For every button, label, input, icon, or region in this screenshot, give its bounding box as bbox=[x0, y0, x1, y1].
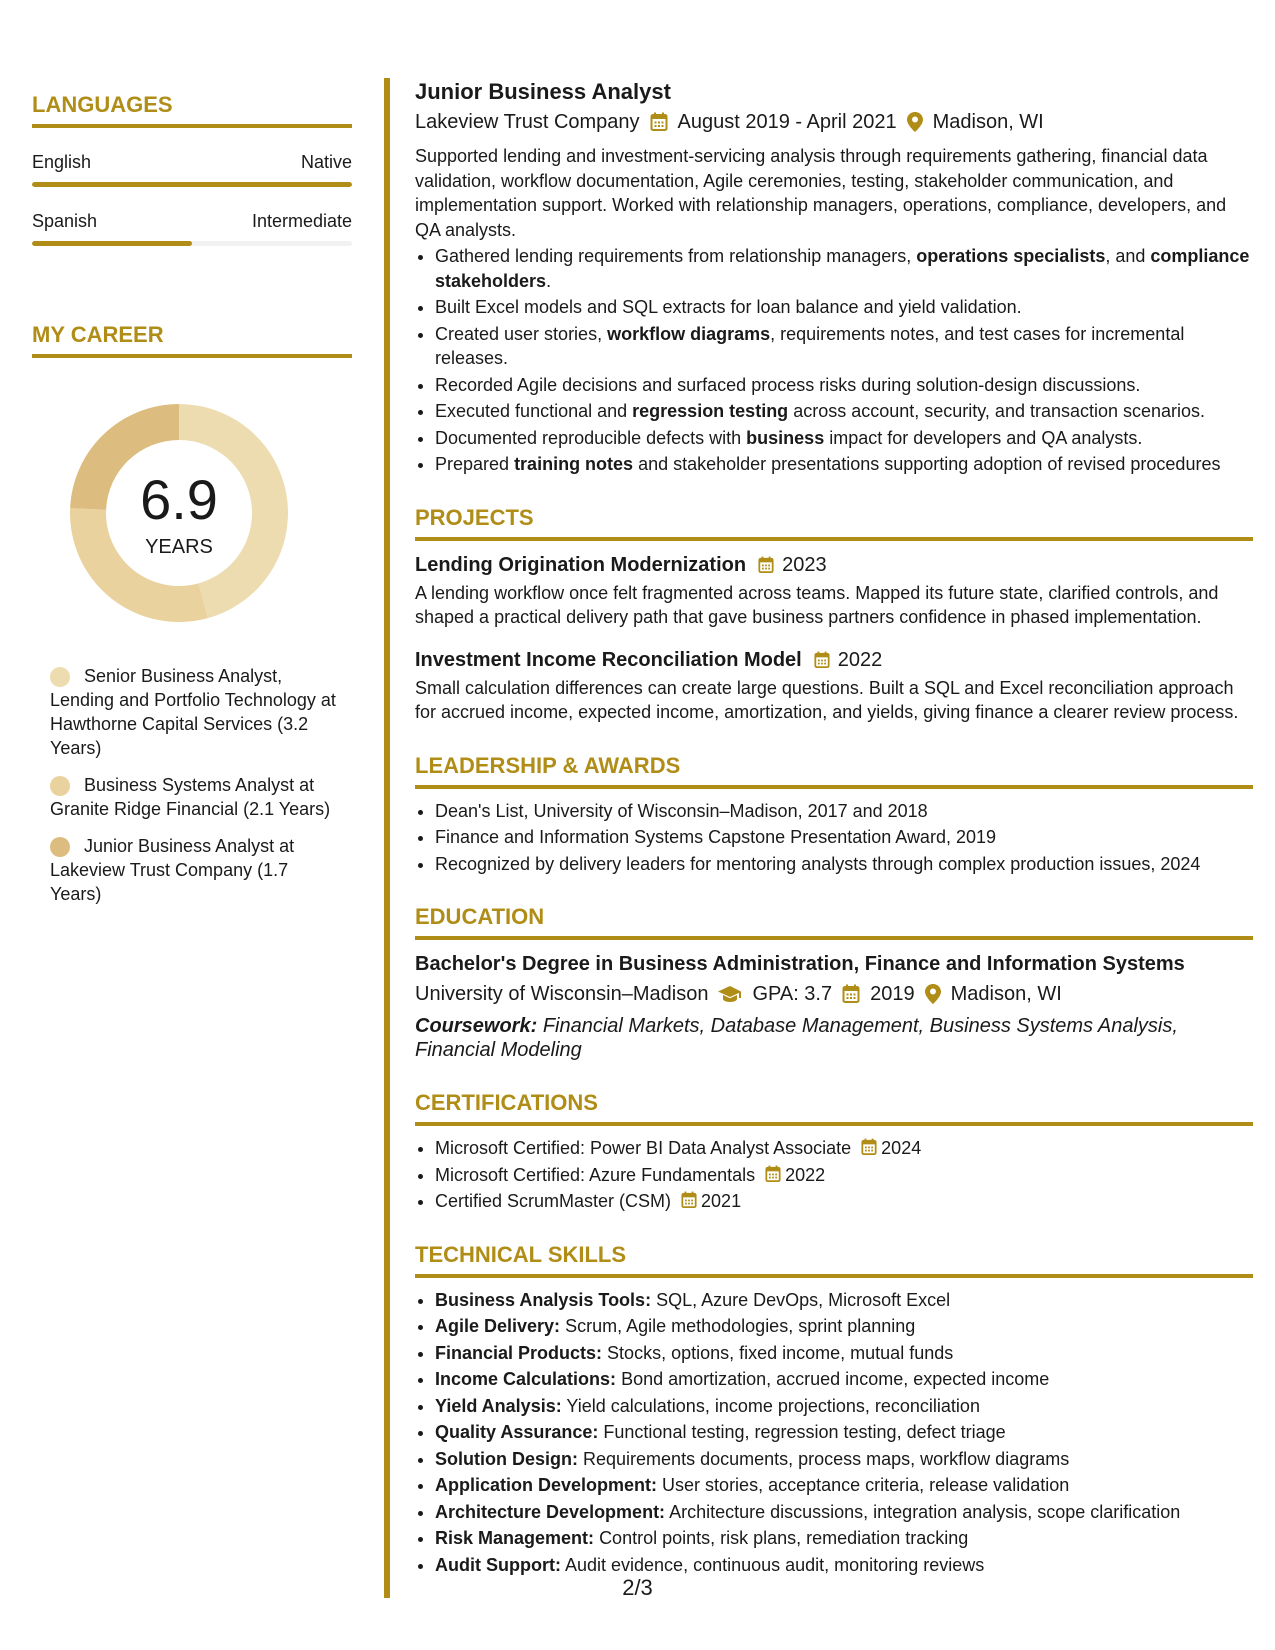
language-proficiency-fill bbox=[32, 241, 192, 246]
bullet-text: Recorded Agile decisions and surfaced process risks during solution-design discussions. bbox=[435, 374, 1141, 395]
job-bullets bbox=[415, 244, 1253, 477]
career-heading: MY CAREER bbox=[32, 322, 352, 358]
career-legend bbox=[50, 664, 340, 906]
awards-heading: LEADERSHIP & AWARDS bbox=[415, 753, 1253, 789]
languages-heading: LANGUAGES bbox=[32, 92, 352, 128]
award-item: • Finance and Information Systems Capstone Presentation Award, 2019 bbox=[435, 825, 1253, 850]
job-title: Junior Business Analyst bbox=[415, 79, 671, 104]
job-meta bbox=[415, 108, 1253, 136]
skills-heading: TECHNICAL SKILLS bbox=[415, 1242, 1253, 1278]
project-title-row bbox=[415, 646, 1253, 674]
career-total-years: 6.9 bbox=[140, 468, 218, 531]
job-bullet bbox=[435, 322, 1253, 371]
job-bullet bbox=[435, 426, 1253, 451]
project-description: Small calculation differences can create large questions. Built a SQL and Excel reconciliation approach for accrued income, expected income, amortization, and yields, giving finance a clearer review process. bbox=[415, 677, 1239, 722]
certification-item bbox=[435, 1189, 1253, 1214]
skill-item bbox=[435, 1526, 1253, 1551]
job-dates: August 2019 - April 2021 bbox=[677, 111, 897, 133]
bullet-text: Built Excel models and SQL extracts for loan balance and yield validation. bbox=[435, 297, 1022, 317]
bullet-text: , requirements notes, and test cases for incremental releases. bbox=[435, 323, 1185, 368]
skill-value: Audit evidence, continuous audit, monitoring reviews bbox=[564, 1554, 985, 1575]
education-year: 2019 bbox=[870, 983, 915, 1005]
language-list bbox=[32, 152, 352, 246]
bullet-text: Prepared bbox=[435, 454, 515, 474]
skill-item bbox=[435, 1314, 1253, 1339]
certifications-list bbox=[415, 1136, 1253, 1214]
job-bullet bbox=[435, 295, 1253, 320]
skill-value: Yield calculations, income projections, reconciliation bbox=[566, 1395, 980, 1416]
bullet-text: , and bbox=[1105, 246, 1151, 266]
education-meta bbox=[415, 980, 1253, 1008]
language-proficiency-bar bbox=[32, 182, 352, 187]
skill-label: Financial Products: bbox=[435, 1342, 603, 1363]
projects-heading: PROJECTS bbox=[415, 505, 1253, 541]
certification-item bbox=[435, 1136, 1253, 1161]
education-degree: Bachelor's Degree in Business Administration, Finance and Information Systems bbox=[415, 953, 1185, 975]
certification-year: 2024 bbox=[881, 1138, 922, 1158]
career-years-unit: YEARS bbox=[145, 536, 213, 558]
bullet-text: and stakeholder presentations supporting adoption of revised procedures bbox=[633, 454, 1221, 474]
certification-name: Microsoft Certified: Azure Fundamentals bbox=[435, 1164, 756, 1185]
certification-year: 2022 bbox=[785, 1164, 826, 1185]
bullet-text: business bbox=[746, 427, 825, 448]
language-name: Spanish bbox=[32, 211, 98, 231]
skill-item bbox=[435, 1447, 1253, 1472]
coursework-list: Financial Markets, Database Management, Business Systems Analysis, Financial Modeling bbox=[415, 1015, 1178, 1061]
career-legend-item bbox=[50, 834, 340, 906]
certification-item bbox=[435, 1163, 1253, 1188]
bullet-text: training notes bbox=[514, 454, 634, 474]
certification-name: Certified ScrumMaster (CSM) bbox=[435, 1191, 672, 1211]
calendar-icon bbox=[842, 984, 860, 1004]
project-title-row bbox=[415, 551, 1253, 579]
bullet-text: workflow diagrams bbox=[607, 323, 771, 344]
language-name: English bbox=[32, 152, 92, 172]
bullet-text: . bbox=[546, 270, 552, 291]
skill-value: Functional testing, regression testing, defect triage bbox=[603, 1422, 1006, 1442]
job-summary: Supported lending and investment-servicing analysis through requirements gathering, financial data validation, workflow documentation, Agile ceremonies, testing, stakeholder communication, and implementation support. Worked with relationship managers, operations, compliance, developers, and QA analysts. bbox=[415, 146, 1227, 240]
job-bullet bbox=[435, 452, 1253, 477]
skill-value: Stocks, options, fixed income, mutual funds bbox=[607, 1342, 954, 1363]
calendar-icon bbox=[765, 1165, 781, 1183]
language-row bbox=[32, 211, 352, 232]
skill-item bbox=[435, 1553, 1253, 1578]
skill-label: Business Analysis Tools: bbox=[435, 1289, 652, 1310]
language-level: Intermediate bbox=[251, 211, 352, 231]
legend-dot bbox=[50, 776, 70, 796]
skill-item bbox=[435, 1420, 1253, 1445]
skill-label: Income Calculations: bbox=[435, 1369, 617, 1389]
bullet-text: regression testing bbox=[632, 401, 789, 421]
project-year: 2023 bbox=[782, 553, 827, 576]
skill-value: Control points, risk plans, remediation tracking bbox=[599, 1528, 969, 1548]
skills-list bbox=[415, 1288, 1253, 1578]
skill-label: Application Development: bbox=[435, 1475, 658, 1495]
education-coursework bbox=[415, 1014, 1253, 1062]
awards-list bbox=[415, 799, 1253, 877]
language-row bbox=[32, 152, 352, 173]
job-bullet bbox=[435, 399, 1253, 424]
skill-label: Architecture Development: bbox=[435, 1501, 666, 1522]
award-item: • Dean's List, University of Wisconsin–Madison, 2017 and 2018 bbox=[435, 799, 1253, 824]
skill-label: Quality Assurance: bbox=[435, 1422, 599, 1442]
calendar-icon bbox=[814, 651, 830, 669]
certifications-heading: CERTIFICATIONS bbox=[415, 1090, 1253, 1126]
project-title: Investment Income Reconciliation Model bbox=[415, 648, 802, 671]
education-school: University of Wisconsin–Madison bbox=[415, 983, 709, 1005]
job-bullet bbox=[435, 373, 1253, 398]
skill-item bbox=[435, 1367, 1253, 1392]
career-donut-chart bbox=[64, 398, 294, 628]
bullet-text: Executed functional and bbox=[435, 401, 633, 421]
bullet-text: Documented reproducible defects with bbox=[435, 427, 747, 448]
skill-label: Agile Delivery: bbox=[435, 1316, 561, 1336]
job-bullet bbox=[435, 244, 1253, 293]
skill-value: Architecture discussions, integration analysis, scope clarification bbox=[669, 1501, 1181, 1522]
bullet-text: across account, security, and transaction scenarios. bbox=[788, 401, 1206, 421]
language-level: Native bbox=[300, 152, 352, 172]
job-company: Lakeview Trust Company bbox=[415, 111, 640, 133]
skill-item bbox=[435, 1341, 1253, 1366]
location-pin-icon bbox=[907, 112, 923, 132]
coursework-label: Coursework: bbox=[415, 1015, 538, 1037]
bullet-text: Gathered lending requirements from relationship managers, bbox=[435, 246, 917, 266]
education-location: Madison, WI bbox=[950, 983, 1062, 1005]
career-legend-item bbox=[50, 773, 340, 821]
job-location: Madison, WI bbox=[932, 111, 1044, 133]
skill-value: SQL, Azure DevOps, Microsoft Excel bbox=[656, 1289, 951, 1310]
project-title: Lending Origination Modernization bbox=[415, 553, 747, 576]
language-proficiency-bar bbox=[32, 241, 352, 246]
career-role-label: Business Systems Analyst at Granite Ridge Financial (2.1 Years) bbox=[50, 775, 331, 819]
skill-label: Yield Analysis: bbox=[435, 1395, 562, 1416]
column-divider bbox=[384, 78, 390, 1598]
bullet-text: compliance stakeholders bbox=[435, 246, 1250, 291]
location-pin-icon bbox=[925, 984, 941, 1004]
calendar-icon bbox=[650, 112, 668, 132]
bullet-text: impact for developers and QA analysts. bbox=[824, 427, 1143, 448]
project-description: A lending workflow once felt fragmented across teams. Mapped its future state, clarified controls, and shaped a practical delivery path that gave business partners confidence in phased implementation. bbox=[415, 582, 1219, 627]
skill-value: Scrum, Agile methodologies, sprint planning bbox=[565, 1316, 916, 1336]
calendar-icon bbox=[681, 1191, 697, 1209]
career-role-label: Senior Business Analyst, Lending and Portfolio Technology at Hawthorne Capital Services (3.2 Years) bbox=[50, 666, 336, 758]
right-column bbox=[415, 78, 1253, 1579]
project-year: 2022 bbox=[837, 648, 883, 671]
language-proficiency-fill bbox=[32, 182, 352, 187]
career-role-label: Junior Business Analyst at Lakeview Trust Company (1.7 Years) bbox=[50, 836, 295, 904]
skill-item bbox=[435, 1288, 1253, 1313]
bullet-text: operations specialists bbox=[916, 246, 1106, 266]
skill-value: User stories, acceptance criteria, release validation bbox=[662, 1475, 1070, 1495]
skill-label: Risk Management: bbox=[435, 1528, 595, 1548]
legend-dot bbox=[50, 837, 70, 857]
education-heading: EDUCATION bbox=[415, 904, 1253, 940]
skill-label: Audit Support: bbox=[435, 1554, 561, 1575]
skill-item bbox=[435, 1394, 1253, 1419]
skill-item bbox=[435, 1500, 1253, 1525]
certification-year: 2021 bbox=[701, 1191, 742, 1211]
award-item: • Recognized by delivery leaders for mentoring analysts through complex production issues, 2024 bbox=[435, 852, 1253, 877]
calendar-icon bbox=[758, 556, 774, 574]
skill-value: Bond amortization, accrued income, expected income bbox=[621, 1369, 1050, 1389]
education-gpa: GPA: 3.7 bbox=[752, 983, 833, 1005]
projects-list bbox=[415, 551, 1253, 725]
skill-label: Solution Design: bbox=[435, 1448, 578, 1469]
legend-dot bbox=[50, 667, 70, 687]
graduation-cap-icon bbox=[718, 985, 742, 1003]
certification-name: Microsoft Certified: Power BI Data Analyst Associate bbox=[435, 1138, 852, 1158]
calendar-icon bbox=[861, 1138, 877, 1156]
bullet-text: Created user stories, bbox=[435, 323, 608, 344]
career-legend-item bbox=[50, 664, 340, 760]
skill-value: Requirements documents, process maps, workflow diagrams bbox=[583, 1448, 1070, 1469]
page-number: 2/3 bbox=[622, 1575, 653, 1600]
left-column bbox=[32, 92, 352, 919]
skill-item bbox=[435, 1473, 1253, 1498]
